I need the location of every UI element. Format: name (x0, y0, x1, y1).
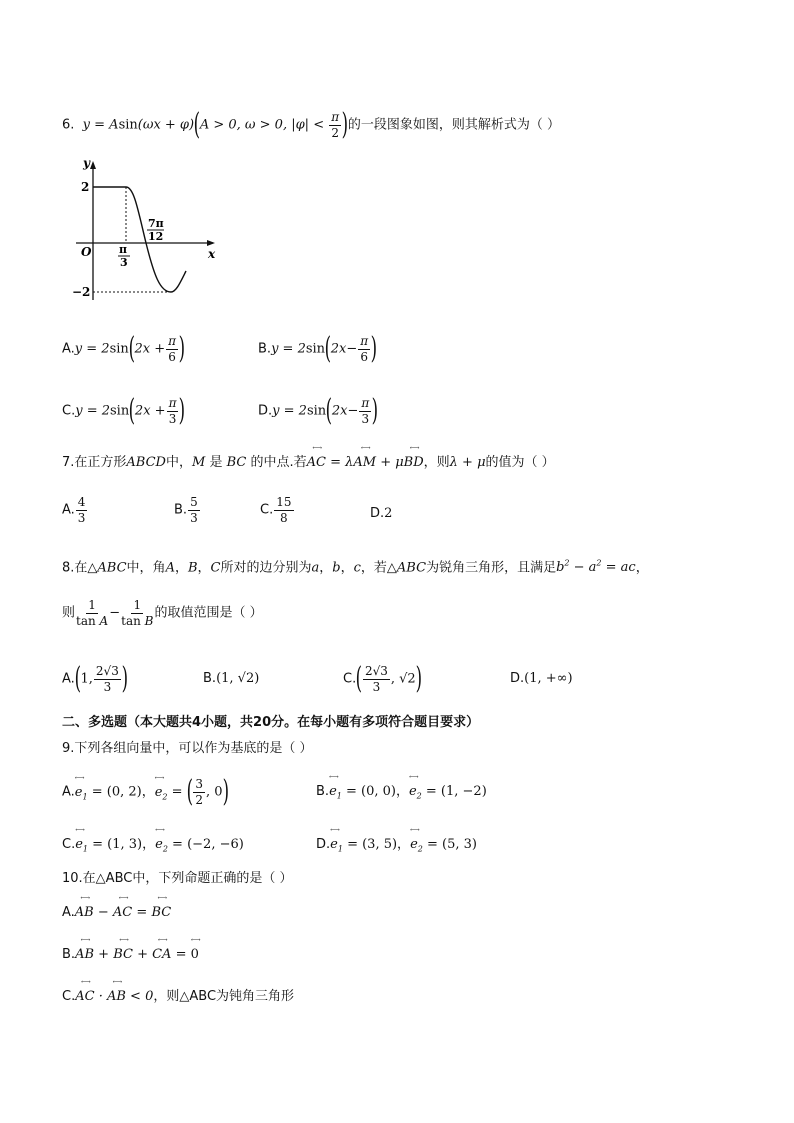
q7-option-a: A. $\frac{4}{3}$ (62, 495, 86, 525)
ymin-label: −2 (72, 285, 91, 299)
q6-prompt: 的一段图象如图，则其解析式为（ ） (347, 117, 560, 133)
origin-label: O (81, 245, 92, 259)
q7-option-d: D.2 (370, 506, 393, 521)
q6-graph (68, 155, 228, 305)
y-axis-label: y (83, 156, 90, 170)
x-axis-arrow-icon (207, 240, 215, 246)
q9-option-b: B.←→ $e_1 = (0$, 0)，←→ $e_2 = (1$, −2) (316, 785, 487, 801)
q6-option-d: D.y = 2sin(2x− $\frac{\pi}{3}$ ) (258, 393, 379, 428)
tick1-num: π (119, 243, 128, 256)
q10-option-a: A.←→ AB − ←→ AC = ←→ BC (62, 906, 171, 919)
q9-option-d: D.←→ $e_1 = (3$, 5)，←→ $e_2 = (5$, 3) (316, 838, 477, 854)
sine-curve (93, 187, 186, 292)
q7-option-b: B. $\frac{5}{3}$ (174, 495, 198, 525)
q10-stem: 10.在△ABC中，下列命题正确的是（ ） (62, 871, 293, 886)
q10-option-b: B.←→ AB + ←→ BC + ←→ CA = ←→ 0 (62, 948, 199, 961)
q6-option-b: B.y = 2sin(2x− $\frac{\pi}{6}$ ) (258, 331, 378, 366)
y-axis-arrow-icon (90, 161, 96, 169)
q8-option-c: C.( $\frac{2√3}{3}$ , √2) (343, 661, 422, 696)
q7-option-c: C. $\frac{15}{8}$ (260, 495, 292, 525)
q6-stem: 6. y = Asin(ωx + φ)(A > 0, ω > 0, |φ| < $\frac{\pi}{2}$ )的一段图象如图，则其解析式为（ ） (62, 107, 560, 142)
tick1-den: 3 (120, 256, 128, 269)
q6-option-c: C.y = 2sin(2x + $\frac{\pi}{3}$ ) (62, 393, 186, 428)
section-2-title: 二、多选题（本大题共4小题，共20分。在每小题有多项符合题目要求） (62, 715, 480, 730)
ymax-label: 2 (81, 180, 90, 194)
q9-option-c: C.←→ $e_1 = (1$, 3)，←→ $e_2 = (-2$, −6) (62, 838, 244, 854)
q10-option-c: C.←→ AC · ←→ AB < 0，则△ABC为钝角三角形 (62, 990, 294, 1003)
q8-option-b: B.(1, √2) (203, 671, 260, 686)
q6-option-a: A.y = 2sin(2x + $\frac{\pi}{6}$ ) (62, 331, 186, 366)
q8-option-a: A.(1, $\frac{2√3}{3}$ ) (62, 661, 128, 696)
q9-option-a: A.←→ $e_1 = (0$, 2)，←→ $e_2$ = ( $\frac{3}{2}$ , 0) (62, 777, 228, 807)
x-axis-label: x (208, 247, 216, 261)
tick2-den: 12 (148, 230, 164, 243)
tick2-num: 7π (148, 217, 164, 230)
q7-stem: 7.在正方形ABCD中，M 是 BC 的中点.若←→ AC = λ←→ AM + μ←→ BD，则λ + μ的值为（ ） (62, 456, 555, 469)
q6-number: 6. (62, 117, 75, 133)
q8-stem-line1: 8.在△ABC中，角A，B，C所对的边分别为a，b，c，若△ABC为锐角三角形，且满足$b^2 - a^2$ = ac， (62, 559, 649, 576)
q6-function: y = Asin(ωx + φ) (82, 117, 195, 133)
q8-stem-line2: 则 $\frac{1}{\text{tan A}}$ − $\frac{1}{\text{tan B}}$ 的取值范围是（ ） (62, 598, 263, 628)
q8-option-d: D.(1, +∞) (510, 671, 573, 686)
q9-stem: 9.下列各组向量中，可以作为基底的是（ ） (62, 741, 313, 756)
